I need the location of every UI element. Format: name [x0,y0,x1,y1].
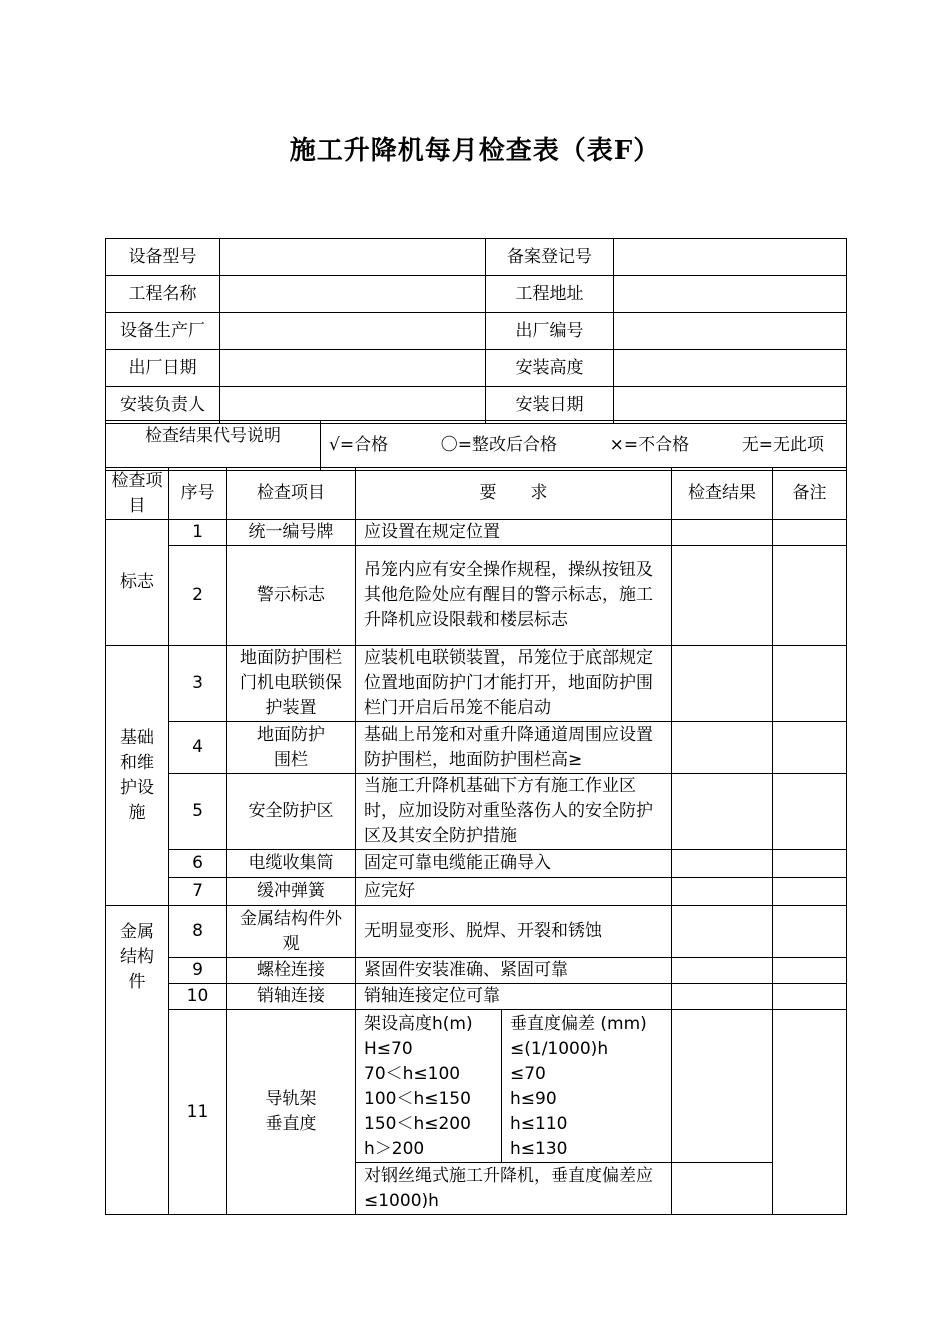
row-item: 金属结构件外观 [227,906,356,958]
deviation-header: 垂直度偏差 (mm) [510,1014,647,1034]
manufacture-date-label: 出厂日期 [106,350,220,387]
row-remark[interactable] [773,774,847,850]
legend-items [321,421,847,471]
project-address-label: 工程地址 [486,276,614,313]
equipment-model-label: 设备型号 [106,239,220,276]
install-manager-label: 安装负责人 [106,387,220,424]
row-result[interactable] [672,878,773,906]
legend-label: 检查结果代号说明 [106,421,321,471]
row-requirement: 当施工升降机基础下方有施工作业区时，应加设防对重坠落伤人的安全防护区及其安全防护措施 [356,774,672,850]
row-item: 导轨架垂直度 [227,1010,356,1215]
row-seq: 11 [169,1010,227,1215]
row-item: 统一编号牌 [227,520,356,546]
deviation-value: ≤70 [510,1064,546,1084]
row-result[interactable] [672,774,773,850]
legend-pass: √=合格 [329,435,389,455]
table-row [106,958,847,984]
row-seq: 5 [169,774,227,850]
row-result[interactable] [672,850,773,878]
row-requirement: 对钢丝绳式施工升降机，垂直度偏差应≤1000)h [356,1163,672,1215]
install-height-label: 安装高度 [486,350,614,387]
table-row [106,906,847,958]
registration-number-label: 备案登记号 [486,239,614,276]
row-seq: 8 [169,906,227,958]
row-remark[interactable] [773,984,847,1010]
row-remark[interactable] [773,878,847,906]
row-seq: 9 [169,958,227,984]
row-result[interactable] [672,906,773,958]
inspection-table [105,467,847,1215]
legend-fail: ×=不合格 [609,435,690,455]
install-date-label: 安装日期 [486,387,614,424]
row-remark[interactable] [773,906,847,958]
registration-number-field[interactable] [614,239,847,276]
height-value: H≤70 [364,1039,413,1059]
deviation-column [502,1010,672,1162]
row-item: 销轴连接 [227,984,356,1010]
table-row [106,520,847,546]
info-row [106,276,847,313]
table-row [106,722,847,774]
project-name-field[interactable] [220,276,486,313]
category-metal: 金属结构件 [106,906,169,1215]
row-remark[interactable] [773,958,847,984]
category-foundation: 基础和维护设施 [106,646,169,906]
row-result[interactable] [672,646,773,722]
row-requirement: 应设置在规定位置 [356,520,672,546]
equipment-model-field[interactable] [220,239,486,276]
row-result[interactable] [672,722,773,774]
category-sign: 标志 [106,520,169,646]
page-title: 施工升降机每月检查表（表F） [289,136,661,166]
row-result[interactable] [672,1010,773,1163]
serial-number-label: 出厂编号 [486,313,614,350]
serial-number-field[interactable] [614,313,847,350]
row-seq: 1 [169,520,227,546]
height-value: 150＜h≤200 [364,1114,471,1134]
manufacturer-label: 设备生产厂 [106,313,220,350]
header-item: 检查项目 [227,468,356,520]
row-item: 螺栓连接 [227,958,356,984]
row-seq: 10 [169,984,227,1010]
row-item: 地面防护围栏 [227,722,356,774]
manufacture-date-field[interactable] [220,350,486,387]
table-header [106,468,847,520]
legend-not-applicable: 无=无此项 [741,435,824,455]
row-seq: 3 [169,646,227,722]
row-item: 缓冲弹簧 [227,878,356,906]
row-requirement: 应完好 [356,878,672,906]
row-requirement: 吊笼内应有安全操作规程，操纵按钮及其他危险处应有醒目的警示标志，施工升降机应设限载和楼层标志 [356,546,672,646]
row-result[interactable] [672,546,773,646]
table-row [106,1010,847,1163]
header-category: 检查项目 [106,468,169,520]
deviation-value: h≤130 [510,1139,568,1159]
result-code-legend [105,420,847,471]
row-item: 地面防护围栏门机电联锁保护装置 [227,646,356,722]
row-requirement: 固定可靠电缆能正确导入 [356,850,672,878]
row-remark[interactable] [773,520,847,546]
row-requirement: 销轴连接定位可靠 [356,984,672,1010]
install-height-field[interactable] [614,350,847,387]
project-name-label: 工程名称 [106,276,220,313]
row-remark[interactable] [773,546,847,646]
row-requirement: 紧固件安装准确、紧固可靠 [356,958,672,984]
table-row [106,546,847,646]
table-row [106,646,847,722]
row-result[interactable] [672,1163,773,1215]
deviation-value: h≤110 [510,1114,568,1134]
header-seq: 序号 [169,468,227,520]
project-address-field[interactable] [614,276,847,313]
row-requirement: 基础上吊笼和对重升降通道周围应设置防护围栏，地面防护围栏高≥ [356,722,672,774]
row-seq: 4 [169,722,227,774]
row-seq: 6 [169,850,227,878]
height-value: 70＜h≤100 [364,1064,461,1084]
info-row [106,350,847,387]
row-requirement: 应装机电联锁装置，吊笼位于底部规定位置地面防护门才能打开，地面防护围栏门开启后吊笼不能启动 [356,646,672,722]
info-row [106,239,847,276]
legend-rectified: 〇=整改后合格 [440,435,557,455]
row-result[interactable] [672,984,773,1010]
info-row [106,387,847,424]
row-item: 警示标志 [227,546,356,646]
table-row [106,984,847,1010]
row-remark[interactable] [773,646,847,722]
deviation-value: h≤90 [510,1089,557,1109]
verticality-subtable [356,1010,672,1163]
row-result[interactable] [672,520,773,546]
height-value: h＞200 [364,1139,425,1159]
table-row [106,850,847,878]
header-remark: 备注 [773,468,847,520]
install-manager-field[interactable] [220,387,486,424]
deviation-value: ≤(1/1000)h [510,1039,609,1059]
header-requirement: 要 求 [356,468,672,520]
table-row [106,878,847,906]
row-remark[interactable] [773,850,847,878]
header-result: 检查结果 [672,468,773,520]
row-remark[interactable] [773,1010,847,1215]
row-result[interactable] [672,958,773,984]
row-requirement: 无明显变形、脱焊、开裂和锈蚀 [356,906,672,958]
height-column [356,1010,502,1162]
install-date-field[interactable] [614,387,847,424]
height-value: 100＜h≤150 [364,1089,471,1109]
row-item: 安全防护区 [227,774,356,850]
row-item: 电缆收集筒 [227,850,356,878]
info-row [106,313,847,350]
row-seq: 2 [169,546,227,646]
row-seq: 7 [169,878,227,906]
row-remark[interactable] [773,722,847,774]
equipment-info-table [105,238,847,424]
table-row [106,774,847,850]
manufacturer-field[interactable] [220,313,486,350]
height-header: 架设高度h(m) [364,1014,473,1034]
